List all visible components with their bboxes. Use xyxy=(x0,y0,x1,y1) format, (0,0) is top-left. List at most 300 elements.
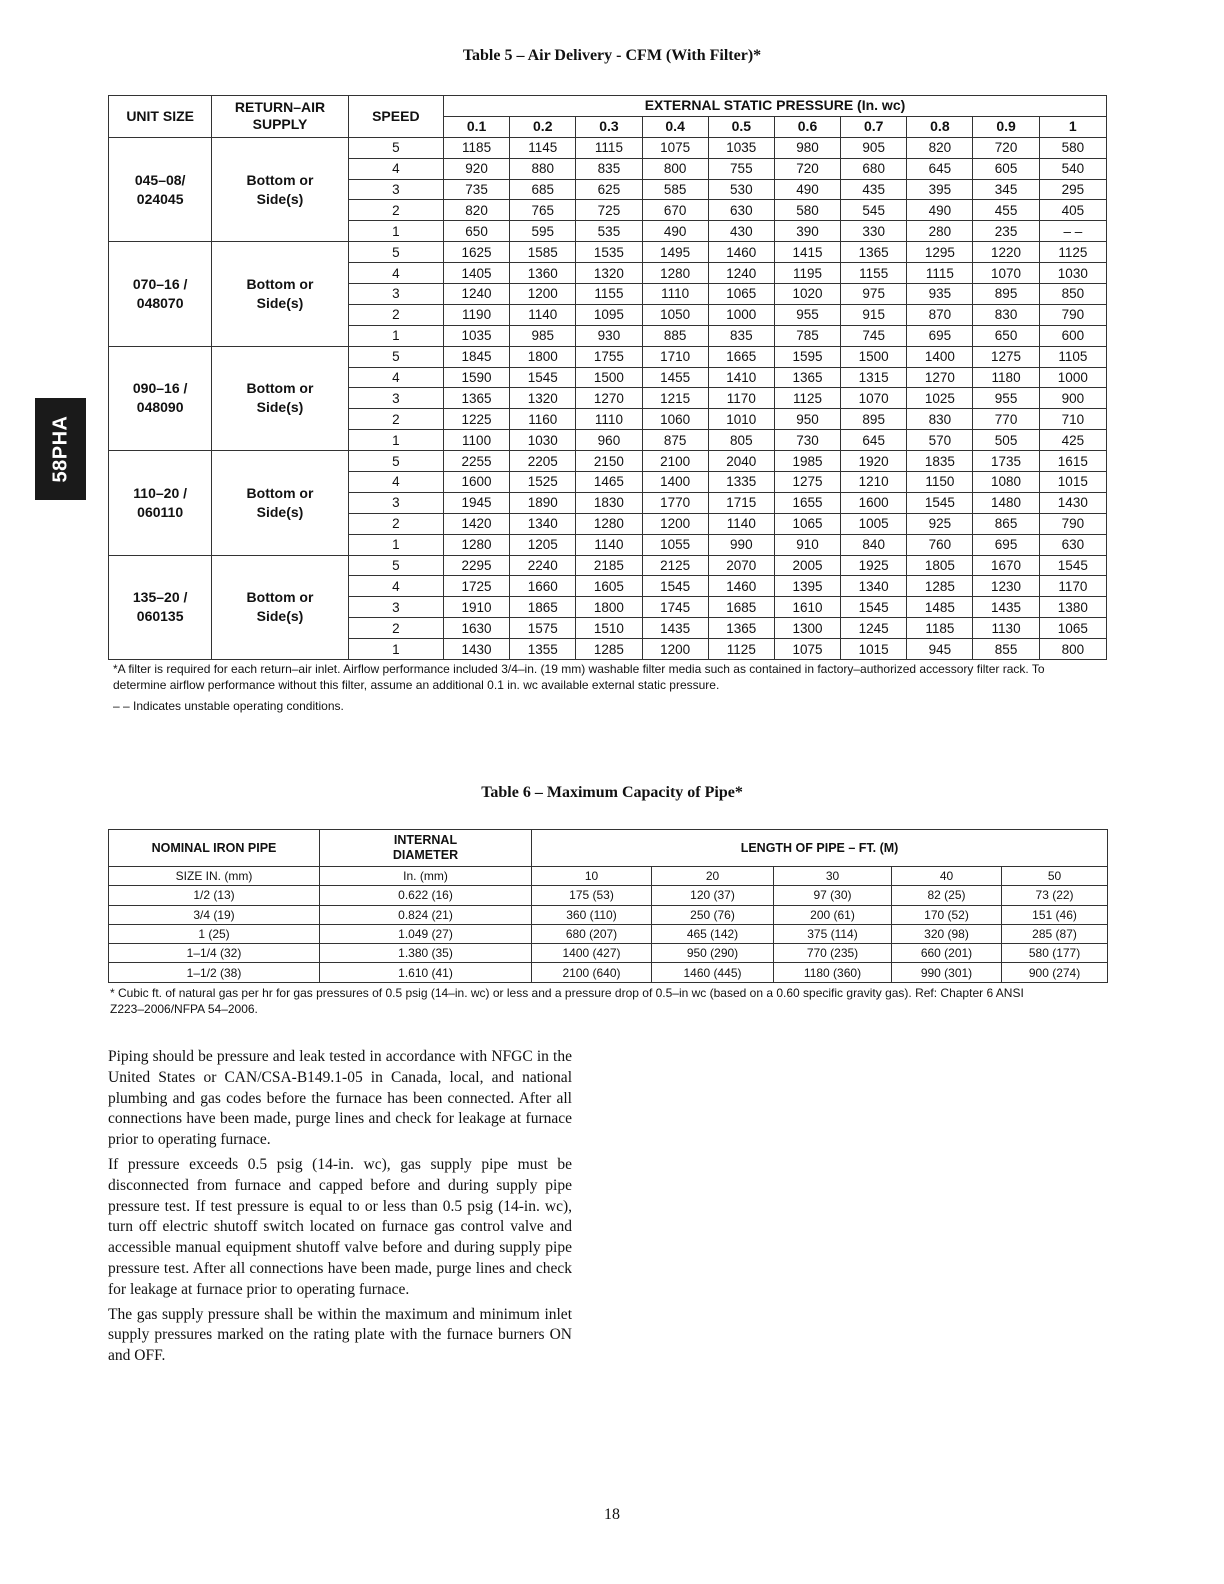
cfm-cell: 1075 xyxy=(774,639,840,660)
speed-cell: 3 xyxy=(348,388,443,409)
cfm-cell: 630 xyxy=(708,200,774,221)
speed-cell: 2 xyxy=(348,200,443,221)
speed-cell: 3 xyxy=(348,597,443,618)
capacity-cell: 660 (201) xyxy=(892,944,1002,963)
cfm-cell: 1200 xyxy=(642,513,708,534)
cfm-cell: 1240 xyxy=(443,284,509,305)
capacity-cell: 770 (235) xyxy=(774,944,892,963)
cfm-cell: 490 xyxy=(907,200,973,221)
cfm-cell: 1150 xyxy=(907,472,973,493)
capacity-cell: 285 (87) xyxy=(1002,924,1108,943)
cfm-cell: 570 xyxy=(907,430,973,451)
cfm-cell: 760 xyxy=(907,534,973,555)
cfm-cell: 1460 xyxy=(708,242,774,263)
cfm-cell: 1600 xyxy=(841,492,907,513)
cfm-cell: 820 xyxy=(443,200,509,221)
capacity-cell: 375 (114) xyxy=(774,924,892,943)
cfm-cell: 905 xyxy=(841,137,907,158)
cfm-cell: 1395 xyxy=(774,576,840,597)
speed-cell: 1 xyxy=(348,325,443,346)
cfm-cell: 1665 xyxy=(708,346,774,367)
cfm-cell: 1545 xyxy=(642,576,708,597)
unit-size-cell: 070–16 / 048070 xyxy=(109,242,212,346)
cfm-cell: 1115 xyxy=(576,137,642,158)
speed-cell: 2 xyxy=(348,513,443,534)
cfm-cell: 1910 xyxy=(443,597,509,618)
cfm-cell: 875 xyxy=(642,430,708,451)
cfm-cell: 1140 xyxy=(576,534,642,555)
cfm-cell: 1140 xyxy=(708,513,774,534)
cfm-cell: 1365 xyxy=(841,242,907,263)
cfm-cell: 1185 xyxy=(907,618,973,639)
header-pressure: 0.4 xyxy=(642,116,708,137)
pipe-size-cell: 3/4 (19) xyxy=(109,905,320,924)
cfm-cell: 1735 xyxy=(973,451,1039,472)
table5-footnote: *A filter is required for each return–air inlet. Airflow performance included 3/4–in. (19 mm) washable filter media such as contained in factory–authorized accessory filter rack. To determine airflow performance without this filter, assume an additional 0.1 in. wc available external static pressure. xyxy=(113,662,1045,692)
cfm-cell: 1630 xyxy=(443,618,509,639)
capacity-cell: 465 (142) xyxy=(652,924,774,943)
speed-cell: 4 xyxy=(348,367,443,388)
cfm-cell: 1545 xyxy=(510,367,576,388)
cfm-cell: 730 xyxy=(774,430,840,451)
cfm-cell: 1985 xyxy=(774,451,840,472)
capacity-cell: 990 (301) xyxy=(892,963,1002,982)
cfm-cell: 1025 xyxy=(907,388,973,409)
cfm-cell: 1495 xyxy=(642,242,708,263)
cfm-cell: 2150 xyxy=(576,451,642,472)
cfm-cell: 765 xyxy=(510,200,576,221)
cfm-cell: 1155 xyxy=(841,263,907,284)
cfm-cell: 280 xyxy=(907,221,973,242)
cfm-cell: 880 xyxy=(510,158,576,179)
side-tab xyxy=(35,398,86,500)
header-nominal-iron-pipe: NOMINAL IRON PIPE xyxy=(109,830,320,867)
cfm-cell: 865 xyxy=(973,513,1039,534)
cfm-cell: 1280 xyxy=(443,534,509,555)
cfm-cell: 1080 xyxy=(973,472,1039,493)
cfm-cell: 1070 xyxy=(841,388,907,409)
subheader-length: 30 xyxy=(774,867,892,886)
return-air-supply-cell: Bottom or Side(s) xyxy=(212,137,348,241)
diameter-cell: 1.380 (35) xyxy=(320,944,532,963)
cfm-cell: 1545 xyxy=(841,597,907,618)
cfm-cell: 1380 xyxy=(1039,597,1106,618)
cfm-cell: 595 xyxy=(510,221,576,242)
pipe-size-cell: 1–1/2 (38) xyxy=(109,963,320,982)
cfm-cell: 1615 xyxy=(1039,451,1106,472)
cfm-cell: 1170 xyxy=(1039,576,1106,597)
cfm-cell: 930 xyxy=(576,325,642,346)
cfm-cell: 1185 xyxy=(443,137,509,158)
cfm-cell: 1460 xyxy=(708,576,774,597)
cfm-cell: 1890 xyxy=(510,492,576,513)
diameter-cell: 1.049 (27) xyxy=(320,924,532,943)
cfm-cell: 1525 xyxy=(510,472,576,493)
cfm-cell: 345 xyxy=(973,179,1039,200)
header-length-of-pipe: LENGTH OF PIPE – FT. (M) xyxy=(532,830,1108,867)
table-row xyxy=(109,905,1108,924)
unit-size-cell: 045–08/ 024045 xyxy=(109,137,212,241)
cfm-cell: 1920 xyxy=(841,451,907,472)
cfm-cell: 900 xyxy=(1039,388,1106,409)
cfm-cell: 1610 xyxy=(774,597,840,618)
header-pressure: 0.6 xyxy=(774,116,840,137)
cfm-cell: 830 xyxy=(907,409,973,430)
capacity-cell: 580 (177) xyxy=(1002,944,1108,963)
cfm-cell: 235 xyxy=(973,221,1039,242)
cfm-cell: 855 xyxy=(973,639,1039,660)
diameter-cell: 0.824 (21) xyxy=(320,905,532,924)
cfm-cell: 1805 xyxy=(907,555,973,576)
cfm-cell: 1275 xyxy=(774,472,840,493)
cfm-cell: 870 xyxy=(907,304,973,325)
cfm-cell: 390 xyxy=(774,221,840,242)
subheader-diameter: In. (mm) xyxy=(320,867,532,886)
cfm-cell: 455 xyxy=(973,200,1039,221)
cfm-cell: 820 xyxy=(907,137,973,158)
cfm-cell: 830 xyxy=(973,304,1039,325)
table-row xyxy=(109,137,1107,158)
cfm-cell: 800 xyxy=(1039,639,1106,660)
cfm-cell: 1180 xyxy=(973,367,1039,388)
cfm-cell: 1925 xyxy=(841,555,907,576)
cfm-cell: 395 xyxy=(907,179,973,200)
cfm-cell: 1270 xyxy=(576,388,642,409)
cfm-cell: 2295 xyxy=(443,555,509,576)
return-air-supply-cell: Bottom or Side(s) xyxy=(212,555,348,659)
cfm-cell: 1245 xyxy=(841,618,907,639)
cfm-cell: 1230 xyxy=(973,576,1039,597)
speed-cell: 2 xyxy=(348,304,443,325)
cfm-cell: 1430 xyxy=(1039,492,1106,513)
table-row xyxy=(109,242,1107,263)
cfm-cell: 805 xyxy=(708,430,774,451)
cfm-cell: 1455 xyxy=(642,367,708,388)
cfm-cell: 1000 xyxy=(708,304,774,325)
cfm-cell: 710 xyxy=(1039,409,1106,430)
cfm-cell: 1140 xyxy=(510,304,576,325)
capacity-cell: 360 (110) xyxy=(532,905,652,924)
table6-footnote: * Cubic ft. of natural gas per hr for gas pressures of 0.5 psig (14–in. wc) or less and a pressure drop of 0.5–in wc (based on a 0.60 specific gravity gas). Ref: Chapter 6 ANSI Z223–2006/NFPA 54–2006. xyxy=(110,986,1024,1016)
header-pressure: 0.2 xyxy=(510,116,576,137)
capacity-cell: 680 (207) xyxy=(532,924,652,943)
cfm-cell: 1415 xyxy=(774,242,840,263)
capacity-cell: 170 (52) xyxy=(892,905,1002,924)
cfm-cell: 1315 xyxy=(841,367,907,388)
header-return-air-supply: RETURN–AIR SUPPLY xyxy=(212,96,348,138)
cfm-cell: 1160 xyxy=(510,409,576,430)
cfm-cell: 1285 xyxy=(576,639,642,660)
cfm-cell: 1590 xyxy=(443,367,509,388)
cfm-cell: 1655 xyxy=(774,492,840,513)
cfm-cell: 540 xyxy=(1039,158,1106,179)
cfm-cell: 990 xyxy=(708,534,774,555)
paragraph: If pressure exceeds 0.5 psig (14-in. wc), gas supply pipe must be disconnected from furnace and capped before and during supply pipe pressure test. If test pressure is equal to or less than 0.5 psig (14-in. wc), turn off electric shutoff switch located on furnace gas control valve and accessible manual equipment shutoff valve before and during supply pipe pressure test. After all connections have been made, purge lines and check for leakage at furnace prior to operating furnace. xyxy=(108,1155,572,1298)
cfm-cell: 745 xyxy=(841,325,907,346)
cfm-cell: 2185 xyxy=(576,555,642,576)
cfm-cell: 1535 xyxy=(576,242,642,263)
cfm-cell: 1125 xyxy=(1039,242,1106,263)
cfm-cell: 1355 xyxy=(510,639,576,660)
cfm-cell: 770 xyxy=(973,409,1039,430)
cfm-cell: 785 xyxy=(774,325,840,346)
cfm-cell: 975 xyxy=(841,284,907,305)
cfm-cell: 1285 xyxy=(907,576,973,597)
cfm-cell: 605 xyxy=(973,158,1039,179)
header-speed: SPEED xyxy=(348,96,443,138)
speed-cell: 1 xyxy=(348,639,443,660)
cfm-cell: 1800 xyxy=(510,346,576,367)
speed-cell: 1 xyxy=(348,430,443,451)
cfm-cell: 695 xyxy=(973,534,1039,555)
cfm-cell: 1335 xyxy=(708,472,774,493)
capacity-cell: 250 (76) xyxy=(652,905,774,924)
cfm-cell: 1200 xyxy=(510,284,576,305)
cfm-cell: 1585 xyxy=(510,242,576,263)
speed-cell: 5 xyxy=(348,137,443,158)
cfm-cell: 1190 xyxy=(443,304,509,325)
cfm-cell: 490 xyxy=(774,179,840,200)
cfm-cell: 1130 xyxy=(973,618,1039,639)
cfm-cell: 1405 xyxy=(443,263,509,284)
speed-cell: 1 xyxy=(348,221,443,242)
cfm-cell: 1060 xyxy=(642,409,708,430)
cfm-cell: 1240 xyxy=(708,263,774,284)
cfm-cell: 720 xyxy=(973,137,1039,158)
cfm-cell: 1195 xyxy=(774,263,840,284)
cfm-cell: 1200 xyxy=(642,639,708,660)
speed-cell: 4 xyxy=(348,263,443,284)
cfm-cell: 1020 xyxy=(774,284,840,305)
cfm-cell: 1365 xyxy=(443,388,509,409)
cfm-cell: 330 xyxy=(841,221,907,242)
table-row xyxy=(109,555,1107,576)
cfm-cell: 985 xyxy=(510,325,576,346)
cfm-cell: 1015 xyxy=(1039,472,1106,493)
cfm-cell: 1485 xyxy=(907,597,973,618)
cfm-cell: 790 xyxy=(1039,304,1106,325)
capacity-cell: 175 (53) xyxy=(532,886,652,905)
cfm-cell: 850 xyxy=(1039,284,1106,305)
capacity-cell: 73 (22) xyxy=(1002,886,1108,905)
header-pressure: 0.7 xyxy=(841,116,907,137)
cfm-cell: 1270 xyxy=(907,367,973,388)
cfm-cell: 1435 xyxy=(642,618,708,639)
cfm-cell: 695 xyxy=(907,325,973,346)
cfm-cell: 1280 xyxy=(576,513,642,534)
cfm-cell: 1845 xyxy=(443,346,509,367)
cfm-cell: 1480 xyxy=(973,492,1039,513)
cfm-cell: 980 xyxy=(774,137,840,158)
cfm-cell: 1125 xyxy=(774,388,840,409)
cfm-cell: 650 xyxy=(973,325,1039,346)
cfm-cell: 910 xyxy=(774,534,840,555)
subheader-length: 40 xyxy=(892,867,1002,886)
cfm-cell: 645 xyxy=(841,430,907,451)
unit-size-cell: 090–16 / 048090 xyxy=(109,346,212,450)
speed-cell: 4 xyxy=(348,576,443,597)
cfm-cell: 680 xyxy=(841,158,907,179)
speed-cell: 2 xyxy=(348,409,443,430)
cfm-cell: 1055 xyxy=(642,534,708,555)
diameter-cell: 1.610 (41) xyxy=(320,963,532,982)
side-tab-label: 58PHA xyxy=(49,415,71,483)
cfm-cell: 1070 xyxy=(973,263,1039,284)
cfm-cell: 1145 xyxy=(510,137,576,158)
cfm-cell: 1835 xyxy=(907,451,973,472)
header-pressure: 0.5 xyxy=(708,116,774,137)
cfm-cell: 895 xyxy=(841,409,907,430)
cfm-cell: 580 xyxy=(1039,137,1106,158)
cfm-cell: 1715 xyxy=(708,492,774,513)
speed-cell: 3 xyxy=(348,492,443,513)
capacity-cell: 82 (25) xyxy=(892,886,1002,905)
capacity-cell: 1400 (427) xyxy=(532,944,652,963)
cfm-cell: 1420 xyxy=(443,513,509,534)
speed-cell: 5 xyxy=(348,242,443,263)
cfm-cell: 1225 xyxy=(443,409,509,430)
cfm-cell: 505 xyxy=(973,430,1039,451)
cfm-cell: 1830 xyxy=(576,492,642,513)
cfm-cell: 840 xyxy=(841,534,907,555)
cfm-cell: 1035 xyxy=(708,137,774,158)
cfm-cell: 670 xyxy=(642,200,708,221)
cfm-cell: 1500 xyxy=(841,346,907,367)
cfm-cell: 1400 xyxy=(642,472,708,493)
cfm-cell: 1320 xyxy=(576,263,642,284)
cfm-cell: 1600 xyxy=(443,472,509,493)
speed-cell: 4 xyxy=(348,472,443,493)
cfm-cell: 735 xyxy=(443,179,509,200)
unit-size-cell: 110–20 / 060110 xyxy=(109,451,212,555)
cfm-cell: 1360 xyxy=(510,263,576,284)
cfm-cell: 585 xyxy=(642,179,708,200)
speed-cell: 5 xyxy=(348,451,443,472)
cfm-cell: 945 xyxy=(907,639,973,660)
cfm-cell: 800 xyxy=(642,158,708,179)
cfm-cell: 2100 xyxy=(642,451,708,472)
cfm-cell: 2040 xyxy=(708,451,774,472)
cfm-cell: 2205 xyxy=(510,451,576,472)
cfm-cell: 725 xyxy=(576,200,642,221)
page-number: 18 xyxy=(604,1506,620,1523)
cfm-cell: 1075 xyxy=(642,137,708,158)
speed-cell: 1 xyxy=(348,534,443,555)
cfm-cell: 1000 xyxy=(1039,367,1106,388)
capacity-cell: 151 (46) xyxy=(1002,905,1108,924)
cfm-cell: 490 xyxy=(642,221,708,242)
subheader-size: SIZE IN. (mm) xyxy=(109,867,320,886)
pipe-capacity-table xyxy=(108,829,1108,983)
cfm-cell: 1770 xyxy=(642,492,708,513)
table-row xyxy=(109,886,1108,905)
header-unit-size: UNIT SIZE xyxy=(109,96,212,138)
cfm-cell: 1545 xyxy=(1039,555,1106,576)
subheader-length: 20 xyxy=(652,867,774,886)
header-pressure: 1 xyxy=(1039,116,1106,137)
cfm-cell: 1340 xyxy=(510,513,576,534)
cfm-cell: 835 xyxy=(576,158,642,179)
subheader-length: 50 xyxy=(1002,867,1108,886)
capacity-cell: 2100 (640) xyxy=(532,963,652,982)
cfm-cell: 1745 xyxy=(642,597,708,618)
speed-cell: 4 xyxy=(348,158,443,179)
unit-size-cell: 135–20 / 060135 xyxy=(109,555,212,659)
cfm-cell: 1030 xyxy=(510,430,576,451)
cfm-cell: 1220 xyxy=(973,242,1039,263)
cfm-cell: 1800 xyxy=(576,597,642,618)
cfm-cell: 1010 xyxy=(708,409,774,430)
table5-footnote-unstable: – – Indicates unstable operating conditions. xyxy=(113,699,344,713)
table5-title: Table 5 – Air Delivery - CFM (With Filter)* xyxy=(462,47,762,64)
cfm-cell: 955 xyxy=(973,388,1039,409)
cfm-cell: 2070 xyxy=(708,555,774,576)
cfm-cell: 1155 xyxy=(576,284,642,305)
capacity-cell: 950 (290) xyxy=(652,944,774,963)
cfm-cell: 1400 xyxy=(907,346,973,367)
cfm-cell: 1210 xyxy=(841,472,907,493)
cfm-cell: 1100 xyxy=(443,430,509,451)
body-text xyxy=(108,1047,572,1371)
cfm-cell: 1755 xyxy=(576,346,642,367)
cfm-cell: 1115 xyxy=(907,263,973,284)
capacity-cell: 900 (274) xyxy=(1002,963,1108,982)
cfm-cell: 1295 xyxy=(907,242,973,263)
capacity-cell: 1180 (360) xyxy=(774,963,892,982)
cfm-cell: 1430 xyxy=(443,639,509,660)
cfm-cell: 1365 xyxy=(774,367,840,388)
header-pressure: 0.9 xyxy=(973,116,1039,137)
speed-cell: 5 xyxy=(348,346,443,367)
return-air-supply-cell: Bottom or Side(s) xyxy=(212,451,348,555)
cfm-cell: 1670 xyxy=(973,555,1039,576)
cfm-cell: 1710 xyxy=(642,346,708,367)
cfm-cell: 1435 xyxy=(973,597,1039,618)
cfm-cell: 625 xyxy=(576,179,642,200)
cfm-cell: 1205 xyxy=(510,534,576,555)
cfm-cell: 925 xyxy=(907,513,973,534)
header-pressure: 0.3 xyxy=(576,116,642,137)
cfm-cell: 1275 xyxy=(973,346,1039,367)
cfm-cell: 755 xyxy=(708,158,774,179)
cfm-cell: 545 xyxy=(841,200,907,221)
cfm-cell: 1035 xyxy=(443,325,509,346)
capacity-cell: 200 (61) xyxy=(774,905,892,924)
cfm-cell: 960 xyxy=(576,430,642,451)
cfm-cell: 1005 xyxy=(841,513,907,534)
paragraph: The gas supply pressure shall be within the maximum and minimum inlet supply pressures marked on the rating plate with the furnace burners ON and OFF. xyxy=(108,1305,572,1365)
cfm-cell: 1215 xyxy=(642,388,708,409)
header-pressure: 0.8 xyxy=(907,116,973,137)
return-air-supply-cell: Bottom or Side(s) xyxy=(212,242,348,346)
cfm-cell: 2240 xyxy=(510,555,576,576)
cfm-cell: 1065 xyxy=(774,513,840,534)
cfm-cell: 295 xyxy=(1039,179,1106,200)
paragraph: Piping should be pressure and leak tested in accordance with NFGC in the United States or CAN/CSA-B149.1-05 in Canada, local, and national plumbing and gas codes before the furnace has been connected. After all connections have been made, purge lines and check for leakage at furnace prior to operating furnace. xyxy=(108,1048,572,1149)
subheader-length: 10 xyxy=(532,867,652,886)
speed-cell: 5 xyxy=(348,555,443,576)
table-row xyxy=(109,924,1108,943)
cfm-cell: 650 xyxy=(443,221,509,242)
cfm-cell: 1110 xyxy=(642,284,708,305)
cfm-cell: 835 xyxy=(708,325,774,346)
cfm-cell: 1500 xyxy=(576,367,642,388)
cfm-cell: 720 xyxy=(774,158,840,179)
return-air-supply-cell: Bottom or Side(s) xyxy=(212,346,348,450)
cfm-cell: 950 xyxy=(774,409,840,430)
cfm-cell: 535 xyxy=(576,221,642,242)
cfm-cell: 1465 xyxy=(576,472,642,493)
